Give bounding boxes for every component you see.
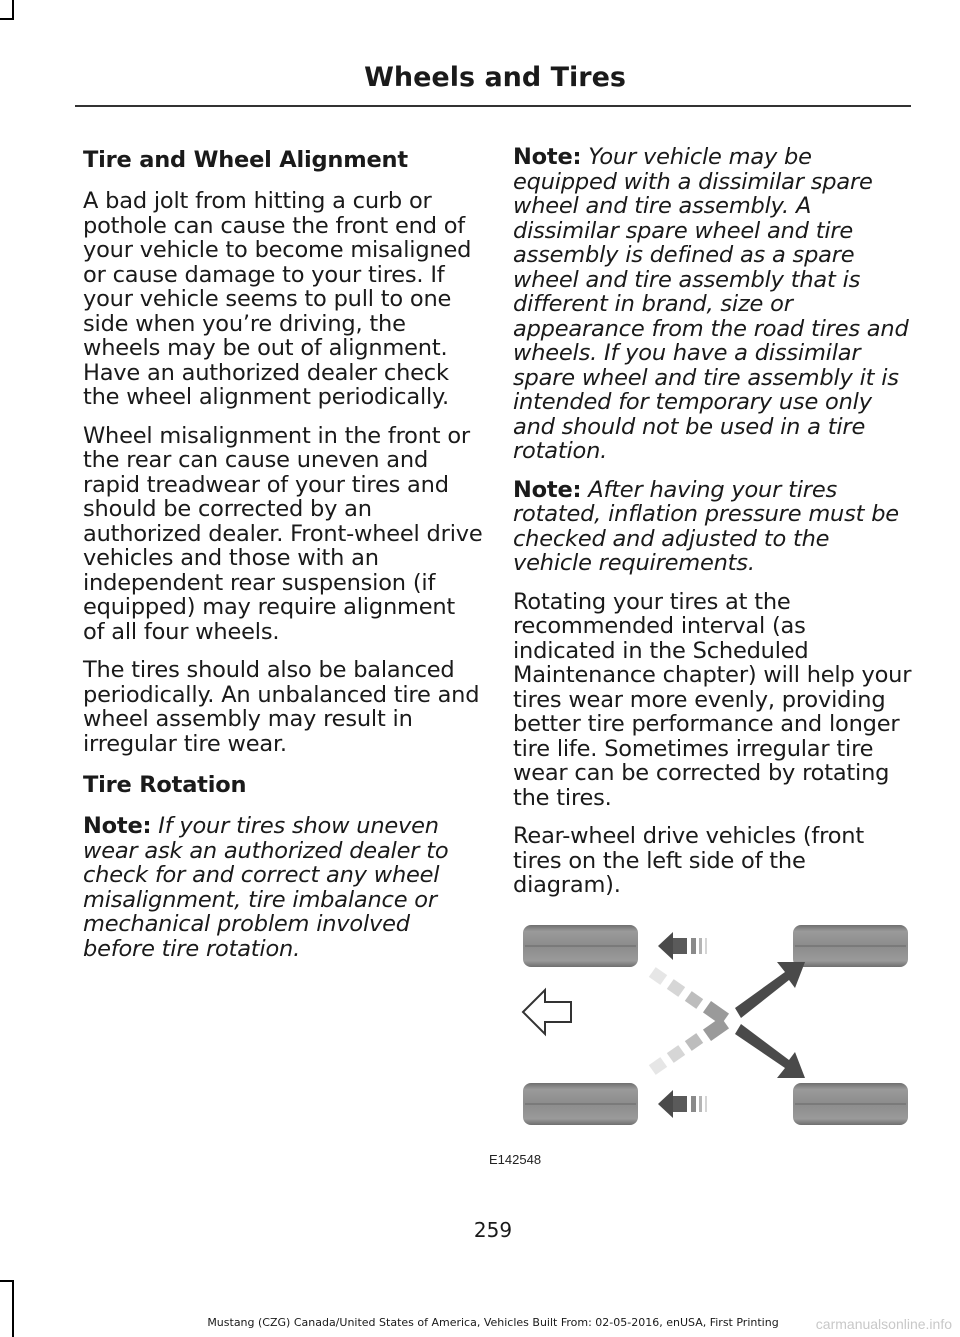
section-title: Wheels and Tires [364, 62, 626, 93]
header-divider [75, 105, 911, 107]
footer-text: Mustang (CZG) Canada/United States of America, Vehicles Built From: 02-05-2016, enUSA, First Printing [207, 1316, 779, 1329]
tire-icon [523, 925, 638, 967]
rotation-arrow-icon [649, 967, 729, 1075]
note [513, 145, 913, 464]
note-text: After having your tires rotated, inflation pressure must be checked and adjusted to the vehicle requirements. [513, 476, 899, 576]
paragraph: Wheel misalignment in the front or the rear can cause uneven and rapid treadwear of your tires and should be corrected by an authorized dealer. Front-wheel drive vehicles and those with an independent rear suspension (if equipped) may require alignment of all four wheels. [83, 422, 483, 645]
tire-rotation-diagram [513, 910, 913, 1170]
paragraph: A bad jolt from hitting a curb or pothole can cause the front end of your vehicle to become misaligned or cause damage to your tires. If your vehicle seems to pull to one side when you’re driving, the wheels may be out of alignment. Have an authorized dealer check the wheel alignment periodically. [83, 188, 472, 410]
tire-icon [793, 925, 908, 967]
paragraph: Rotating your tires at the recommended interval (as indicated in the Scheduled Maintenance chapter) will help your tires wear more evenly, providing better tire performance and longer tire life. Sometimes irregular tire wear can be corrected by rotating the tires. [513, 588, 912, 811]
crop-mark-top-left-h [0, 18, 14, 20]
figure-code: E142548 [489, 1152, 542, 1167]
watermark: carmanualsonline.info [815, 1316, 952, 1332]
note-label: Note: [513, 476, 582, 503]
rotation-arrow-icon [658, 932, 707, 960]
heading-alignment: Tire and Wheel Alignment [83, 147, 408, 173]
crop-mark-top-left [12, 0, 14, 20]
rotation-arrow-icon [658, 1090, 707, 1118]
crop-mark-bottom-left-h [0, 1280, 14, 1282]
paragraph: The tires should also be balanced periodically. An unbalanced tire and wheel assembly may result in irregular tire wear. [83, 657, 480, 757]
paragraph: Rear-wheel drive vehicles (front tires on the left side of the diagram). [513, 823, 864, 898]
note-text: If your tires show uneven wear ask an authorized dealer to check for and correct any wheel misalignment, tire imbalance or mechanical problem involved before tire rotation. [83, 813, 449, 962]
right-column [513, 145, 913, 912]
note-label: Note: [83, 813, 152, 839]
left-column [83, 145, 483, 975]
tire-icon [793, 1083, 908, 1125]
heading-rotation: Tire Rotation [83, 772, 247, 798]
note-text: Your vehicle may be equipped with a dissimilar spare wheel and tire assembly. A dissimilar spare wheel and tire assembly is defined as a spare wheel and tire assembly that is different in brand, size or appearance from the road tires and wheels. If you have a dissimilar spare wheel and tire assembly it is intended for temporary use only and should not be used in a tire rotation. [513, 144, 909, 464]
page-number: 259 [473, 1218, 513, 1242]
note [513, 478, 913, 576]
tire-icon [523, 1083, 638, 1125]
rotation-arrow-icon [735, 962, 805, 1078]
note-label: Note: [513, 144, 582, 170]
forward-arrow-icon [523, 990, 571, 1034]
note [83, 814, 483, 961]
